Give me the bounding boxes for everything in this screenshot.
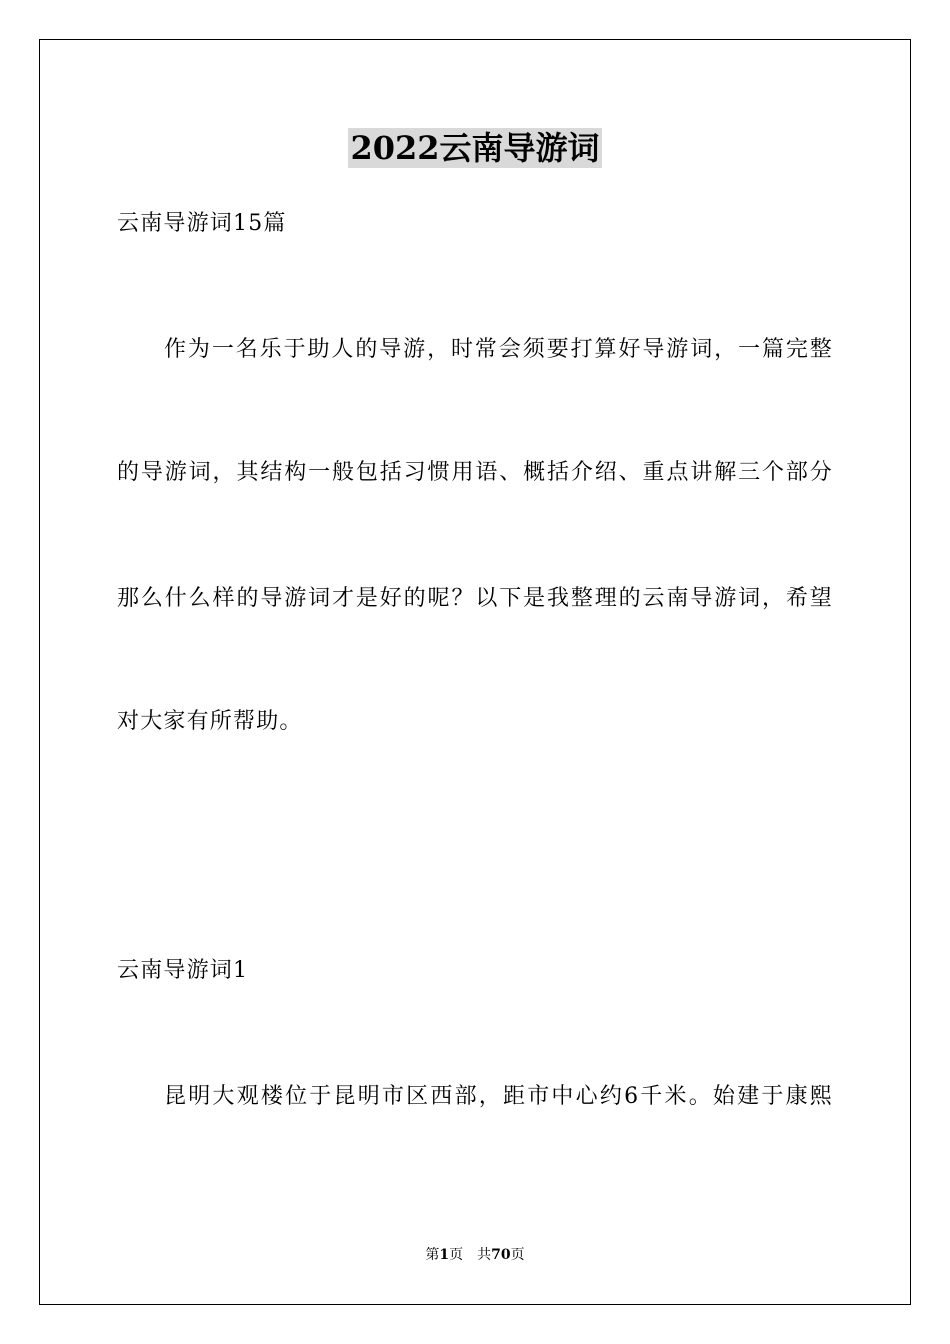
footer-page-mid: 页 共 xyxy=(449,1247,492,1263)
intro-line-4: 对大家有所帮助。 xyxy=(117,709,303,734)
document-subtitle: 云南导游词15篇 xyxy=(117,211,287,236)
footer-page-current: 1 xyxy=(439,1247,450,1263)
document-title: 2022云南导游词 xyxy=(350,129,600,167)
intro-line-2: 的导游词，其结构一般包括习惯用语、概括介绍、重点讲解三个部分 xyxy=(117,460,833,485)
section-heading: 云南导游词1 xyxy=(117,958,249,983)
title-container xyxy=(0,128,950,168)
intro-line-1: 作为一名乐于助人的导游，时常会须要打算好导游词，一篇完整 xyxy=(164,337,833,362)
intro-line-3: 那么什么样的导游词才是好的呢？以下是我整理的云南导游词，希望 xyxy=(117,586,833,611)
page-footer xyxy=(0,1245,950,1265)
footer-page-prefix: 第 xyxy=(425,1247,440,1263)
footer-page-suffix: 页 xyxy=(510,1247,525,1263)
footer-page-total: 70 xyxy=(491,1247,511,1263)
section-first-line: 昆明大观楼位于昆明市区西部，距市中心约6千米。始建于康熙 xyxy=(164,1084,833,1109)
